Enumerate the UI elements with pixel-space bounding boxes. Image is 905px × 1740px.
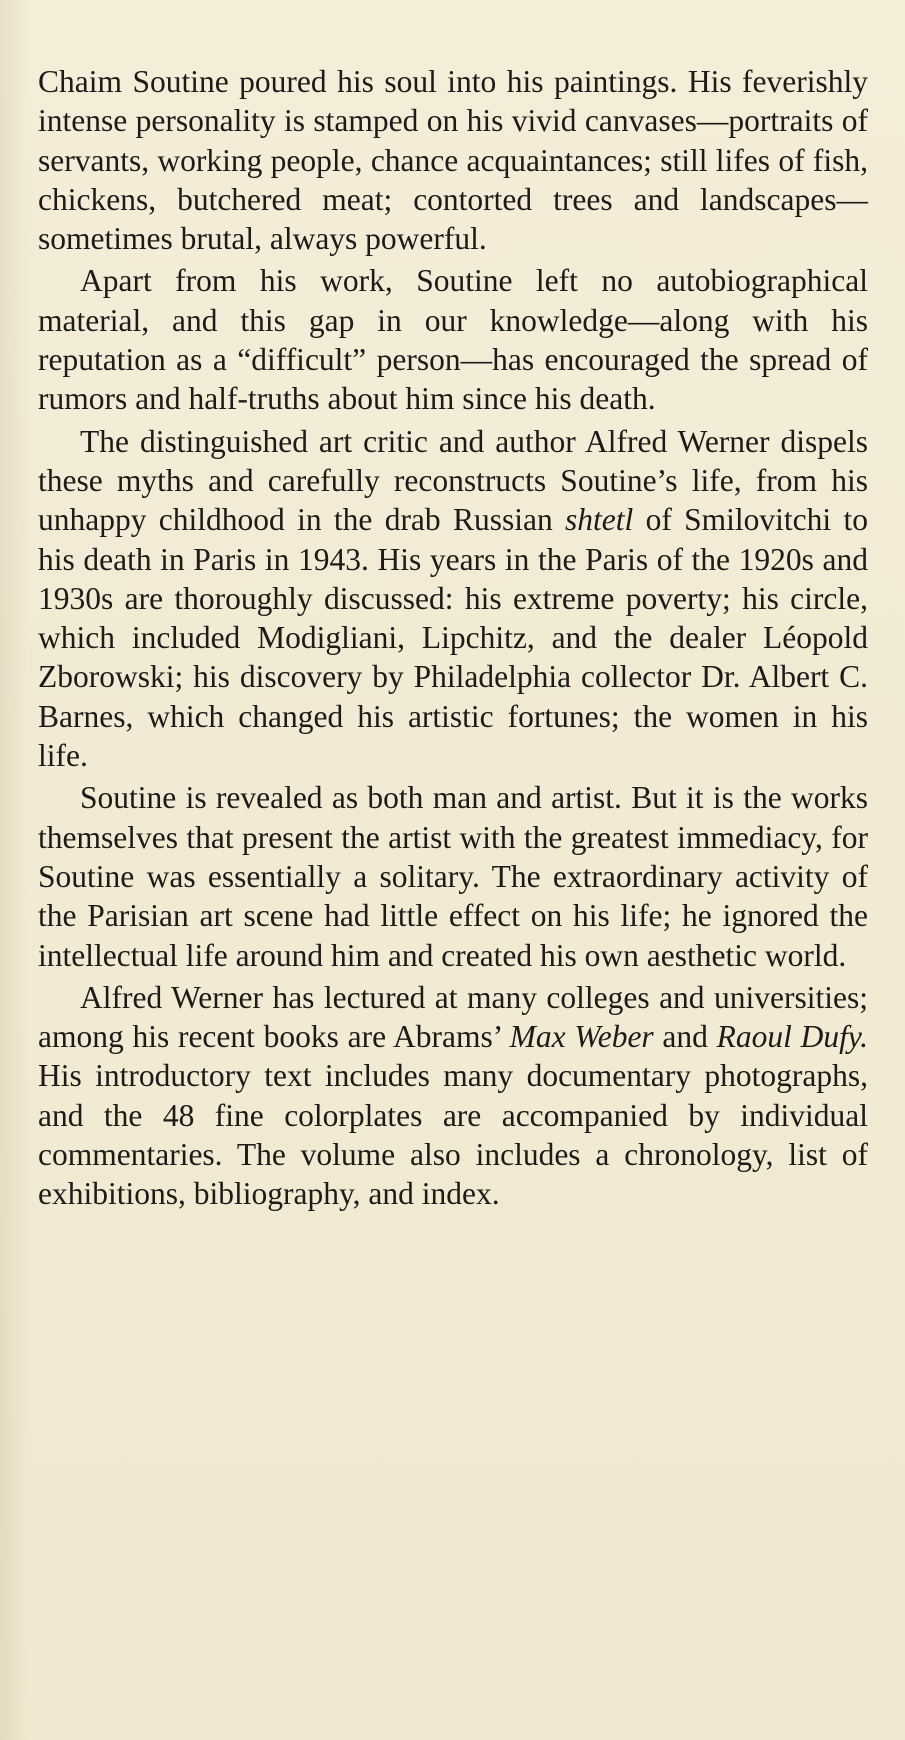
paragraph-author bbox=[38, 978, 868, 1214]
paragraph-biography-text-1: The distinguished art critic and author Alfred Werner dispels these myths and carefully reconstructs Soutine’s life, from his unhappy childhood in the drab Russian bbox=[38, 423, 868, 538]
paragraph-intro-text: Chaim Soutine poured his soul into his paintings. His feverishly intense personality is stamped on his vivid canvases—portraits of servants, working people, chance acquaintances; still lifes of fish, chickens, butchered meat; contorted trees and landscapes—sometimes brutal, always powerful. bbox=[38, 64, 868, 257]
paragraph-no-autobiography-text: Apart from his work, Soutine left no autobiographical material, and this gap in our knowledge—along with his reputation as a “difficult” person—has encouraged the spread of rumors and half-truths about him since his death. bbox=[38, 263, 868, 417]
paragraph-man-and-artist bbox=[38, 778, 868, 974]
book-title-max-weber: Max Weber bbox=[509, 1019, 654, 1055]
jacket-copy bbox=[38, 62, 868, 1217]
paragraph-author-text-2: and bbox=[653, 1019, 717, 1055]
paragraph-biography-text-2: of Smilovitchi to his death in Paris in 1943. His years in the Paris of the 1920s and 1930s are thoroughly discussed: his extreme poverty; his circle, which included Modigliani, Lipchitz, and the dealer Léopold Zborowski; his discovery by Philadelphia collector Dr. Albert C. Barnes, which changed his artistic fortunes; the women in his life. bbox=[38, 502, 868, 774]
paragraph-author-text-3: His introductory text includes many documentary photographs, and the 48 fine colorplates are accompanied by individual commentaries. The volume also includes a chronology, list of exhibitions, bibliography, and index. bbox=[38, 1058, 868, 1212]
paragraph-no-autobiography bbox=[38, 261, 868, 418]
shtetl-italic: shtetl bbox=[565, 502, 634, 538]
paragraph-author-text-1: Alfred Werner has lectured at many colleges and universities; among his recent books are Abrams’ bbox=[38, 979, 868, 1055]
paragraph-man-and-artist-text: Soutine is revealed as both man and artist. But it is the works themselves that present the artist with the greatest immediacy, for Soutine was essentially a solitary. The extraordinary activity of the Parisian art scene had little effect on his life; he ignored the intellectual life around him and created his own aesthetic world. bbox=[38, 780, 868, 973]
book-title-raoul-dufy: Raoul Dufy. bbox=[716, 1019, 868, 1055]
paragraph-biography bbox=[38, 422, 868, 776]
paragraph-intro bbox=[38, 62, 868, 258]
